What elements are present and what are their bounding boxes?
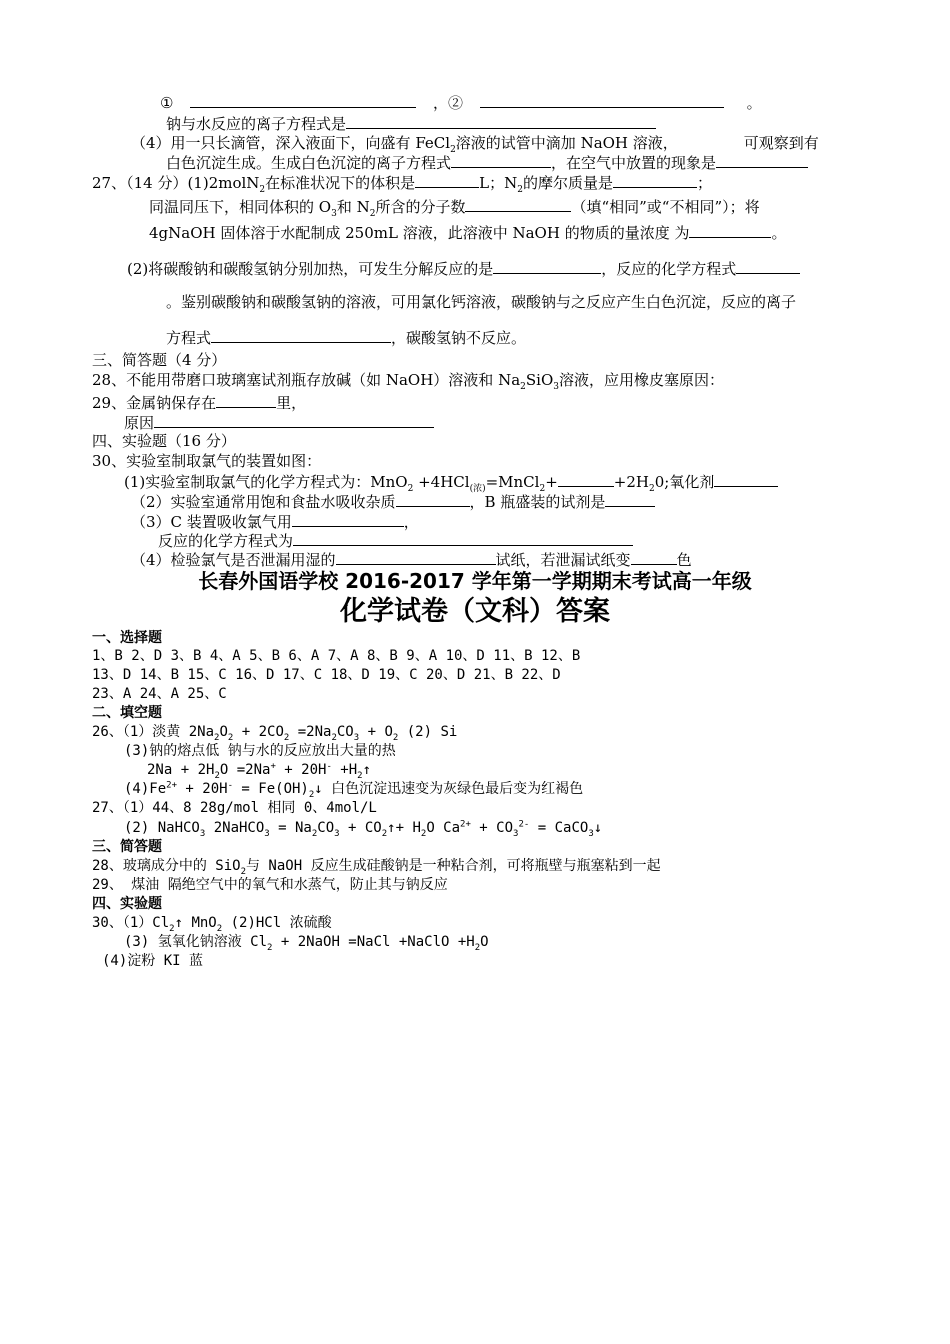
q27-2-line2	[166, 292, 796, 312]
subscript: 2	[227, 732, 234, 743]
q30-3-line	[131, 511, 419, 532]
ans-26-4	[124, 779, 583, 799]
answer-subtitle: 化学试卷（文科）答案	[340, 596, 610, 627]
subscript: 2	[259, 185, 266, 195]
q30-2-line	[131, 491, 655, 512]
answer-title: 长春外国语学校 2016-2017 学年第一学期期末考试高一年级	[198, 569, 752, 593]
answer-text: + 2NaOH =NaCl +NaClO +H	[272, 934, 475, 950]
subscript: 2	[392, 732, 399, 743]
answer-text: O Ca	[426, 820, 461, 836]
answer-blank[interactable]	[631, 549, 677, 565]
question-text: +2H	[613, 473, 649, 491]
subscript: 2	[369, 209, 376, 219]
superscript: -	[227, 780, 233, 791]
subscript: 2	[474, 942, 481, 953]
q28-line	[92, 370, 724, 390]
answer-blank[interactable]	[451, 152, 551, 168]
question-text: 29、金属钠保存在	[92, 394, 217, 412]
section-3-heading: 三、简答题（4 分）	[92, 351, 227, 369]
ans-27-2	[124, 818, 602, 838]
answer-blank[interactable]	[346, 113, 656, 129]
superscript: +	[270, 761, 276, 772]
answer-text: + CO	[470, 820, 514, 836]
answer-blank[interactable]	[211, 327, 391, 343]
question-text: L；N	[479, 174, 518, 192]
subscript: 2	[283, 732, 290, 743]
subscript: 2	[214, 732, 220, 743]
answer-text: (2)HCl 浓硫酸	[222, 915, 332, 931]
q29-line	[92, 392, 306, 413]
question-text: 方程式	[166, 329, 212, 347]
answer-blank[interactable]	[465, 196, 571, 212]
answer-blank[interactable]	[292, 511, 404, 527]
answer-text: + CO	[339, 820, 382, 836]
subscript: 2	[311, 828, 318, 839]
answer-text: CO	[336, 724, 354, 740]
answer-blank[interactable]	[396, 491, 470, 507]
subscript: 2	[357, 770, 363, 781]
q27-line2	[149, 196, 760, 217]
subscript: 2	[450, 145, 456, 155]
answer-blank[interactable]	[605, 491, 655, 507]
answer-text: = Fe(OH)	[233, 781, 309, 797]
subscript: 3	[331, 209, 337, 219]
question-text: SiO	[525, 371, 554, 389]
question-text: 同温同压下，相同体积的 O	[149, 198, 332, 216]
question-text: 所含的分子数	[375, 198, 466, 216]
gas-arrow-up-icon: ↑	[387, 820, 396, 836]
q25-blanks-line	[160, 92, 762, 113]
superscript: 2+	[166, 780, 177, 791]
q27-2-line3	[166, 327, 526, 348]
q27-2-line1	[127, 258, 800, 279]
question-text: 白色沉淀生成。生成白色沉淀的离子方程式	[166, 154, 452, 172]
answer-blank[interactable]	[336, 549, 496, 565]
gas-arrow-up-icon: ↑	[174, 915, 184, 931]
question-text: 里，	[276, 394, 307, 412]
answer-blank[interactable]	[558, 471, 614, 487]
ans-section-3: 三、简答题	[92, 839, 162, 855]
question-text: 色	[676, 551, 692, 569]
question-text: +	[545, 473, 558, 491]
question-text: 。	[771, 224, 787, 242]
subscript: 2	[331, 732, 337, 743]
question-text: 的摩尔质量是	[523, 174, 614, 192]
answer-blank[interactable]	[154, 412, 434, 428]
answer-text: +H	[331, 762, 358, 778]
superscript: 2+	[460, 819, 471, 830]
ans-28	[92, 856, 661, 876]
answer-text: = CaCO	[529, 820, 589, 836]
answer-blank[interactable]	[716, 152, 808, 168]
circle-one-label: ①	[160, 94, 174, 112]
ans-26-eq	[147, 760, 371, 780]
subscript: 2	[407, 484, 414, 494]
ans-30-3	[124, 932, 489, 952]
question-text: 溶液的试管中滴加 NaOH 溶液，	[455, 134, 678, 152]
question-text: 原因	[124, 414, 155, 432]
subscript: 3	[513, 828, 519, 839]
answer-blank[interactable]	[480, 92, 724, 108]
subscript: 2	[517, 185, 523, 195]
question-text: 27、（14 分）(1)2molN	[92, 174, 260, 192]
answer-text: = Na	[269, 820, 312, 836]
subscript: 2	[308, 789, 315, 800]
question-text: 4gNaOH 固体溶于水配制成 250mL 溶液，此溶液中 NaOH 的物质的量浓度 为	[149, 224, 690, 242]
question-text: 溶液，应用橡皮塞原因：	[558, 371, 724, 389]
superscript: -	[326, 761, 332, 772]
ans-row-3: 23、A 24、A 25、C	[92, 686, 227, 702]
subscript: 2	[420, 828, 427, 839]
circle-two-label: ，②	[433, 94, 464, 112]
precipitate-arrow-down-icon: ↓	[314, 781, 323, 797]
subscript: 2	[214, 770, 220, 781]
answer-text: + 20H	[275, 762, 327, 778]
question-text: 。鉴别碳酸钠和碳酸氢钠的溶液，可用氯化钙溶液，碳酸钠与之反应产生白色沉淀，反应的离子	[166, 293, 797, 311]
answer-text: 26、（1）淡黄 2Na	[92, 724, 215, 740]
ans-27-1: 27、（1）44、8 28g/mol 相同 0、4mol/L	[92, 800, 377, 816]
subscript: 2	[169, 923, 175, 934]
answer-blank[interactable]	[689, 222, 771, 238]
question-text: （4）用一只长滴管，深入液面下，向盛有 FeCl	[131, 134, 451, 152]
question-text: 反应的化学方程式为	[158, 532, 294, 550]
q27-line1	[92, 172, 712, 193]
answer-text: MnO	[183, 915, 217, 931]
q30-3-eq-line	[158, 530, 633, 551]
question-text: ，在空气中放置的现象是	[551, 154, 717, 172]
answer-text: + H	[395, 820, 421, 836]
ans-26-1	[92, 722, 457, 742]
ans-row-1: 1、B 2、D 3、B 4、A 5、B 6、A 7、A 8、B 9、A 10、D 11、B 12、B	[92, 648, 581, 664]
q30-line: 30、实验室制取氯气的装置如图：	[92, 452, 322, 470]
question-text: +4HCl	[413, 473, 470, 491]
gas-arrow-up-icon: ↑	[362, 762, 372, 778]
q29-reason-line	[124, 412, 434, 433]
answer-text: O	[219, 724, 228, 740]
answer-text: (2) NaHCO	[124, 820, 200, 836]
answer-text: 2Na + 2H	[147, 762, 215, 778]
answer-text: CO	[317, 820, 335, 836]
answer-text: + 20H	[177, 781, 228, 797]
question-text: (2)将碳酸钠和碳酸氢钠分别加热，可发生分解反应的是	[127, 260, 494, 278]
question-text: ，	[403, 513, 419, 531]
superscript: 2-	[518, 819, 530, 830]
answer-text: 与 NaOH 反应生成硅酸钠是一种粘合剂，可将瓶壁与瓶塞粘到一起	[246, 858, 661, 874]
answer-blank[interactable]	[293, 530, 633, 546]
subscript: 2	[381, 828, 388, 839]
question-text: （填“相同”或“不相同”）；将	[571, 198, 760, 216]
answer-text: O	[480, 934, 489, 950]
answer-text: + 2CO	[233, 724, 284, 740]
question-text: （4）检验氯气是否泄漏用湿的	[131, 551, 336, 569]
question-text: ，碳酸氢钠不反应。	[391, 329, 527, 347]
question-text: 和 N	[336, 198, 370, 216]
answer-blank[interactable]	[613, 172, 697, 188]
question-text: =MnCl	[485, 473, 540, 491]
ans-section-2: 二、填空题	[92, 705, 162, 721]
precipitate-arrow-down-icon: ↓	[593, 820, 603, 836]
question-text: (1)实验室制取氯气的化学方程式为：MnO	[124, 473, 408, 491]
subscript: 2	[539, 484, 546, 494]
answer-blank[interactable]	[714, 471, 778, 487]
subscript: 3	[199, 828, 206, 839]
q27-line3	[149, 222, 786, 243]
answer-blank[interactable]	[415, 172, 479, 188]
question-text: ，B 瓶盛装的试剂是	[469, 493, 606, 511]
ans-section-4: 四、实验题	[92, 896, 162, 912]
na-water-line	[166, 113, 656, 134]
ans-section-1: 一、选择题	[92, 630, 162, 646]
question-text: 28、不能用带磨口玻璃塞试剂瓶存放碱（如 NaOH）溶液和 Na	[92, 371, 521, 389]
answer-text: 30、（1）Cl	[92, 915, 170, 931]
question-text: ，反应的化学方程式	[601, 260, 737, 278]
subscript: 2	[648, 484, 655, 494]
ans-29: 29、 煤油 隔绝空气中的氧气和水蒸气，防止其与钠反应	[92, 877, 448, 893]
ans-26-3: (3)钠的熔点低 钠与水的反应放出大量的热	[124, 743, 396, 759]
question-text: 0;氧化剂	[654, 473, 715, 491]
subscript: 3	[334, 828, 340, 839]
ans-30-1	[92, 913, 332, 933]
question-text: （3）C 装置吸收氯气用	[131, 513, 292, 531]
answer-blank[interactable]	[736, 258, 800, 274]
period: 。	[746, 94, 762, 112]
question-text: 试纸，若泄漏试纸变	[495, 551, 631, 569]
answer-text: (4)Fe	[124, 781, 167, 797]
subscript: 2	[216, 923, 223, 934]
answer-text: 2NaHCO	[205, 820, 265, 836]
subscript: 3	[353, 732, 360, 743]
question-text: 在标准状况下的体积是	[265, 174, 416, 192]
answer-text: O =2Na	[219, 762, 271, 778]
answer-text: (2) Si	[398, 724, 458, 740]
answer-blank[interactable]	[216, 392, 276, 408]
question-text: ；	[697, 174, 713, 192]
section-4-heading: 四、实验题（16 分）	[92, 432, 236, 450]
subscript: 3	[588, 828, 594, 839]
answer-text: + O	[359, 724, 393, 740]
subscript: 3	[553, 382, 559, 392]
answer-blank[interactable]	[493, 258, 601, 274]
ans-30-4: (4)淀粉 KI 蓝	[102, 953, 204, 969]
subscript: (浓)	[469, 484, 486, 494]
q30-1-line	[124, 471, 778, 492]
subscript: 2	[240, 866, 246, 877]
ans-row-2: 13、D 14、B 15、C 16、D 17、C 18、D 19、C 20、D 21、B 22、D	[92, 667, 561, 683]
subscript: 3	[264, 828, 270, 839]
subscript: 2	[267, 942, 273, 953]
answer-text: =2Na	[289, 724, 332, 740]
answer-text: (3) 氢氧化钠溶液 Cl	[124, 934, 268, 950]
q25-4-line2	[166, 152, 808, 173]
question-text: （2）实验室通常用饱和食盐水吸收杂质	[131, 493, 396, 511]
answer-text: 28、玻璃成分中的 SiO	[92, 858, 241, 874]
answer-text: 白色沉淀迅速变为灰绿色最后变为红褐色	[322, 781, 584, 797]
subscript: 2	[520, 382, 526, 392]
answer-blank[interactable]	[190, 92, 416, 108]
question-text: 钠与水反应的离子方程式是	[166, 115, 347, 133]
question-text: 可观察到有	[743, 134, 819, 152]
q25-4-line1	[131, 133, 819, 153]
